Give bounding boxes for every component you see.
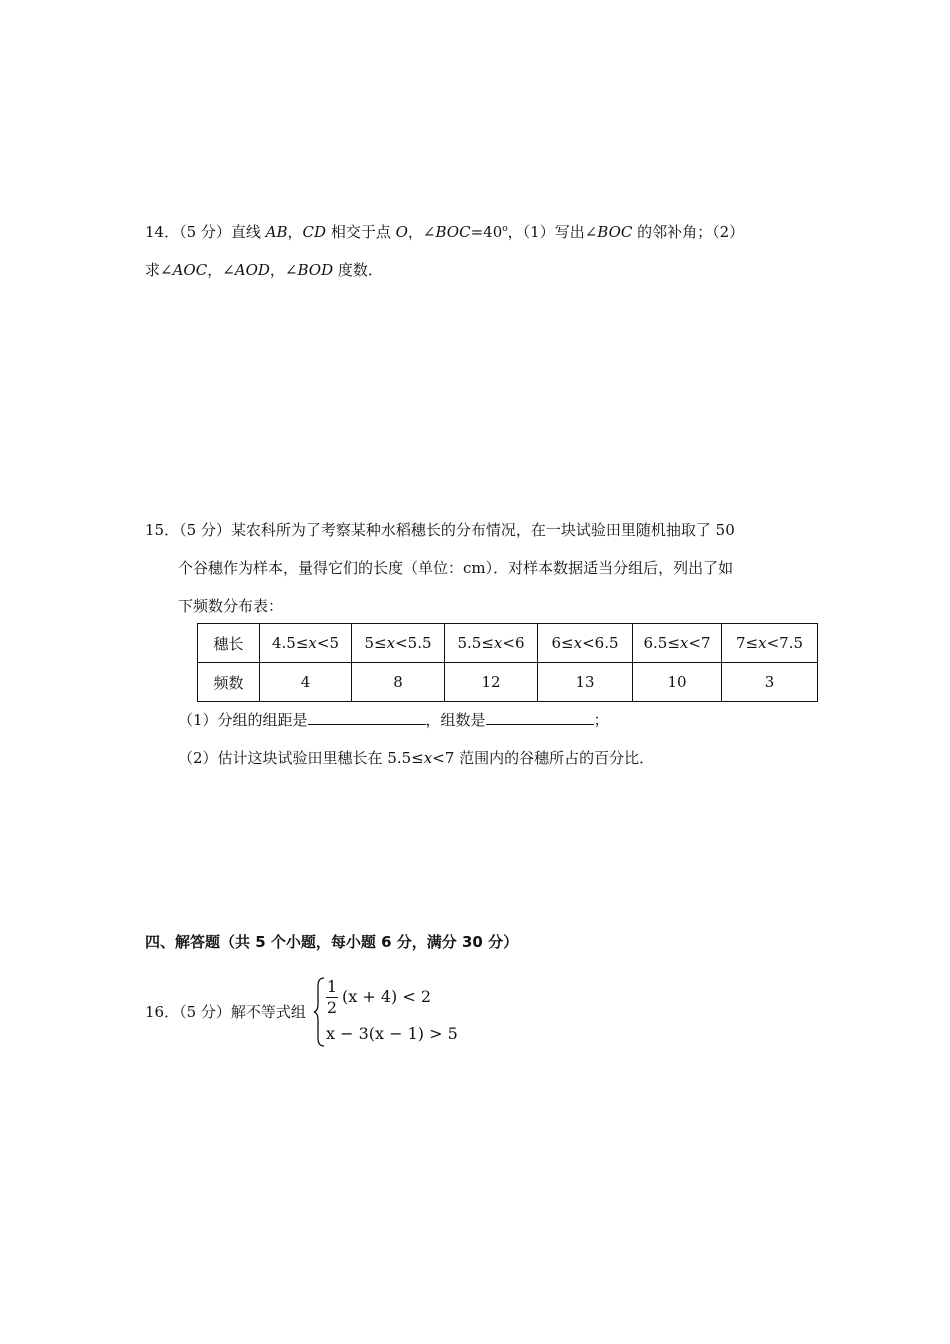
table-row-length [198, 624, 818, 663]
angle-bod: BOD [297, 261, 334, 279]
answer-blank-count[interactable] [486, 710, 594, 725]
count-cell: 8 [352, 663, 445, 702]
count-cell: 12 [445, 663, 538, 702]
group-cell: 4.5≤x<5 [260, 624, 352, 663]
segment-cd: CD [302, 223, 327, 241]
angle-boc: BOC [435, 223, 471, 241]
angle-aod: AOD [234, 261, 270, 279]
q15-line1: 15．（5 分）某农科所为了考察某种水稻穗长的分布情况，在一块试验田里随机抽取了 50 [145, 521, 735, 539]
inequality-system [312, 976, 472, 1048]
inequality-1: (x + 4) < 2 [342, 987, 432, 1006]
section-heading: 四、解答题（共 5 个小题，每小题 6 分，满分 30 分） [145, 933, 519, 951]
segment-ab: AB [265, 223, 288, 241]
q15-sub2: （2）估计这块试验田里穗长在 5.5≤x<7 范围内的谷穗所占的百分比． [178, 749, 655, 767]
header-label-cell: 穗长 [198, 624, 260, 663]
frequency-table [197, 623, 818, 702]
inequality-2: x − 3(x − 1) > 5 [326, 1024, 458, 1043]
angle-boc-2: BOC [597, 223, 633, 241]
answer-blank-interval[interactable] [308, 710, 426, 725]
count-cell: 13 [538, 663, 633, 702]
fraction-one-half: 1 2 [326, 977, 338, 1017]
group-cell: 5.5≤x<6 [445, 624, 538, 663]
q15-sub1: （1）分组的组距是 ，组数是 ； [178, 711, 609, 729]
count-cell: 3 [722, 663, 818, 702]
group-cell: 7≤x<7.5 [722, 624, 818, 663]
q14-line1: 14．（5 分）直线 AB，CD 相交于点 O，$\angle BOC=40^o$，（1）写出∠BOC 的邻补角；（2） [145, 223, 745, 241]
angle-aoc: AOC [172, 261, 208, 279]
q15-line3: 下频数分布表： [178, 597, 284, 615]
point-o: O [395, 223, 408, 241]
q15-line2: 个谷穗作为样本，量得它们的长度（单位：cm）．对样本数据适当分组后，列出了如 [178, 559, 734, 577]
group-cell: 6≤x<6.5 [538, 624, 633, 663]
left-brace-icon [312, 976, 326, 1048]
group-cell: 5≤x<5.5 [352, 624, 445, 663]
count-cell: 10 [633, 663, 722, 702]
q16-prefix: 16．（5 分）解不等式组 [145, 1003, 306, 1021]
count-label-cell: 频数 [198, 663, 260, 702]
table-row-count [198, 663, 818, 702]
q14-line2: 求∠AOC，∠AOD，∠BOD 度数． [145, 261, 383, 279]
degree-mark: o [502, 224, 508, 234]
count-cell: 4 [260, 663, 352, 702]
group-cell: 6.5≤x<7 [633, 624, 722, 663]
